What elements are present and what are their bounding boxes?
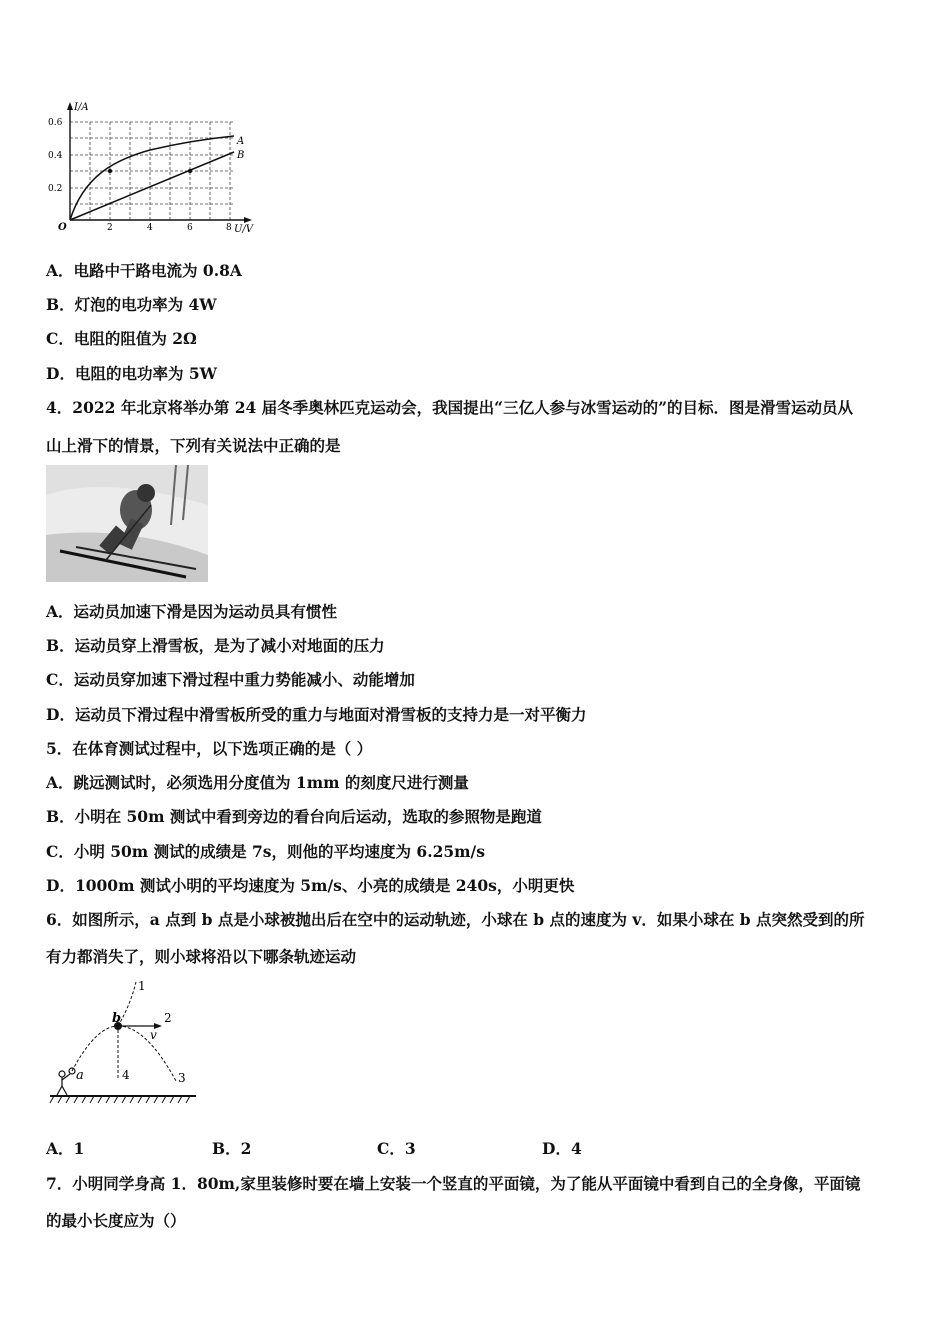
graph-point <box>188 169 192 173</box>
label-b: b <box>112 1011 122 1026</box>
y-tick-label: 0.4 <box>48 151 63 161</box>
q3-option-d: D．电阻的电功率为 5W <box>46 364 218 383</box>
x-axis-label: U/V <box>234 224 254 235</box>
graph-point <box>108 169 112 173</box>
q6-option-a: A．1 <box>46 1139 85 1158</box>
skier-photo <box>46 465 208 582</box>
label-1: 1 <box>138 979 146 993</box>
q3-option-b: B．灯泡的电功率为 4W <box>46 295 217 314</box>
label-a: a <box>76 1068 84 1083</box>
iu-graph <box>44 98 266 238</box>
q6-option-d: D．4 <box>542 1139 582 1158</box>
x-tick-label: 6 <box>187 223 193 233</box>
y-axis-label: I/A <box>74 102 89 113</box>
label-v: v <box>150 1028 157 1042</box>
q6-option-c: C．3 <box>377 1139 416 1158</box>
q6-stem-line1: 6．如图所示，a 点到 b 点是小球被抛出后在空中的运动轨迹，小球在 b 点的速度为 v．如果小球在 b 点突然受到的所 <box>46 910 865 929</box>
y-axis-arrow-icon <box>67 102 73 110</box>
graph-grid <box>70 122 234 220</box>
x-tick-label: 4 <box>147 223 153 233</box>
curve-b-label: B <box>237 150 245 161</box>
q7-stem-line2: 的最小长度应为（） <box>46 1211 186 1230</box>
label-3: 3 <box>178 1071 186 1085</box>
q4-stem-line2: 山上滑下的情景，下列有关说法中正确的是 <box>46 436 341 455</box>
q4-stem-line1: 4．2022 年北京将举办第 24 届冬季奥林匹克运动会，我国提出“三亿人参与冰雪运动的”的目标．图是滑雪运动员从 <box>46 398 854 417</box>
q5-option-a: A．跳远测试时，必须选用分度值为 1mm 的刻度尺进行测量 <box>46 773 469 792</box>
origin-label: O <box>58 222 67 233</box>
q4-option-d: D．运动员下滑过程中滑雪板所受的重力与地面对滑雪板的支持力是一对平衡力 <box>46 705 587 724</box>
q5-option-c: C．小明 50m 测试的成绩是 7s，则他的平均速度为 6.25m/s <box>46 842 485 861</box>
y-tick-label: 0.6 <box>48 118 63 128</box>
label-4: 4 <box>122 1068 130 1082</box>
q7-stem-line1: 7．小明同学身高 1．80m,家里装修时要在墙上安装一个竖直的平面镜，为了能从平面镜中看到自己的全身像，平面镜 <box>46 1174 861 1193</box>
skier-illustration <box>46 465 208 582</box>
x-axis-arrow-icon <box>244 217 252 223</box>
q4-option-c: C．运动员穿加速下滑过程中重力势能减小、动能增加 <box>46 670 415 689</box>
x-tick-label: 2 <box>107 223 113 233</box>
q4-option-a: A．运动员加速下滑是因为运动员具有惯性 <box>46 602 338 621</box>
label-2: 2 <box>164 1011 172 1025</box>
thrower-figure <box>57 1071 70 1095</box>
q6-stem-line2: 有力都消失了，则小球将沿以下哪条轨迹运动 <box>46 947 357 966</box>
q3-option-c: C．电阻的阻值为 2Ω <box>46 329 197 348</box>
q6-option-b: B．2 <box>212 1139 252 1158</box>
ground-hatch <box>50 1096 190 1103</box>
curve-b <box>70 152 234 220</box>
x-tick-label: 8 <box>226 223 232 233</box>
y-tick-label: 0.2 <box>48 184 63 194</box>
q3-option-a: A．电路中干路电流为 0.8A <box>46 261 242 280</box>
curve-a <box>70 136 234 220</box>
q5-option-d: D．1000m 测试小明的平均速度为 5m/s、小亮的成绩是 240s，小明更快 <box>46 876 575 895</box>
q5-option-b: B．小明在 50m 测试中看到旁边的看台向后运动，选取的参照物是跑道 <box>46 807 542 826</box>
q5-stem: 5．在体育测试过程中，以下选项正确的是（ ） <box>46 739 373 758</box>
trajectory-a-to-b <box>72 1026 118 1071</box>
trajectory-figure <box>46 976 200 1108</box>
q4-option-b: B．运动员穿上滑雪板，是为了减小对地面的压力 <box>46 636 385 655</box>
curve-a-label: A <box>237 136 245 147</box>
